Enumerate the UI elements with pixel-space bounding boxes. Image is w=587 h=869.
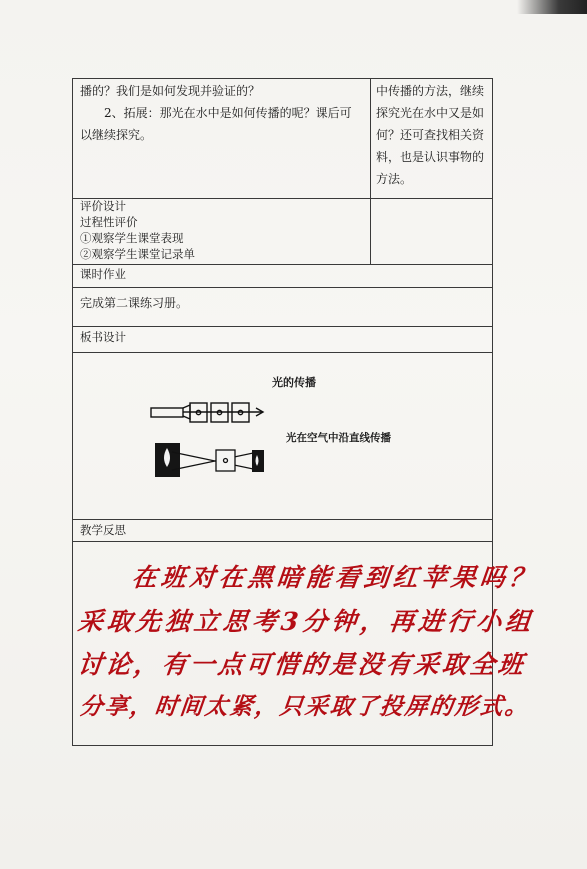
handwritten-reflection-line-2: 采取先独立思考3分钟，再进行小组 [76, 607, 536, 636]
column-divider [370, 78, 371, 265]
board-diagram-title: 光的传播 [272, 376, 316, 389]
row-divider-2 [72, 264, 493, 265]
right-line-2: 探究光在水中又是如 [376, 106, 485, 120]
row-divider-7 [72, 541, 493, 542]
scan-corner-shadow [517, 0, 587, 14]
evaluation-title: 评价设计 [80, 199, 126, 213]
handwritten-reflection-line-4: 分享，时间太紧，只采取了投屏的形式。 [78, 693, 532, 720]
row-divider-6 [72, 519, 493, 520]
left-line-3: 以继续探究。 [80, 128, 153, 142]
left-line-2: 2、拓展：那光在水中是如何传播的呢？课后可 [104, 106, 352, 120]
right-line-3: 何？还可查找相关资 [376, 128, 485, 142]
right-line-5: 方法。 [376, 172, 413, 186]
handwritten-reflection-line-3: 讨论，有一点可惜的是没有采取全班 [76, 650, 528, 679]
right-line-1: 中传播的方法，继续 [376, 84, 485, 98]
row-divider-1 [72, 198, 493, 199]
left-line-1: 播的？我们是如何发现并验证的？ [80, 84, 261, 98]
homework-title: 课时作业 [80, 267, 126, 281]
right-line-4: 料，也是认识事物的 [376, 150, 485, 164]
evaluation-item-2: ②观察学生课堂记录单 [80, 247, 195, 261]
handwritten-reflection-line-1: 在班对在黑暗能看到红苹果吗？ [130, 563, 540, 592]
row-divider-5 [72, 352, 493, 353]
flashlight-cards-drawing [151, 403, 263, 422]
row-divider-3 [72, 287, 493, 288]
evaluation-subtitle: 过程性评价 [80, 215, 138, 229]
reflection-title: 教学反思 [80, 523, 126, 537]
table-border-bottom [72, 745, 493, 746]
table-border-left [72, 78, 73, 746]
board-title: 板书设计 [80, 330, 126, 344]
homework-content: 完成第二课练习册。 [80, 296, 189, 310]
row-divider-4 [72, 326, 493, 327]
evaluation-item-1: ①观察学生课堂表现 [80, 231, 184, 245]
candle-pinhole-drawing [155, 443, 264, 477]
table-border-top [72, 78, 493, 79]
board-diagram-note: 光在空气中沿直线传播 [286, 432, 391, 444]
